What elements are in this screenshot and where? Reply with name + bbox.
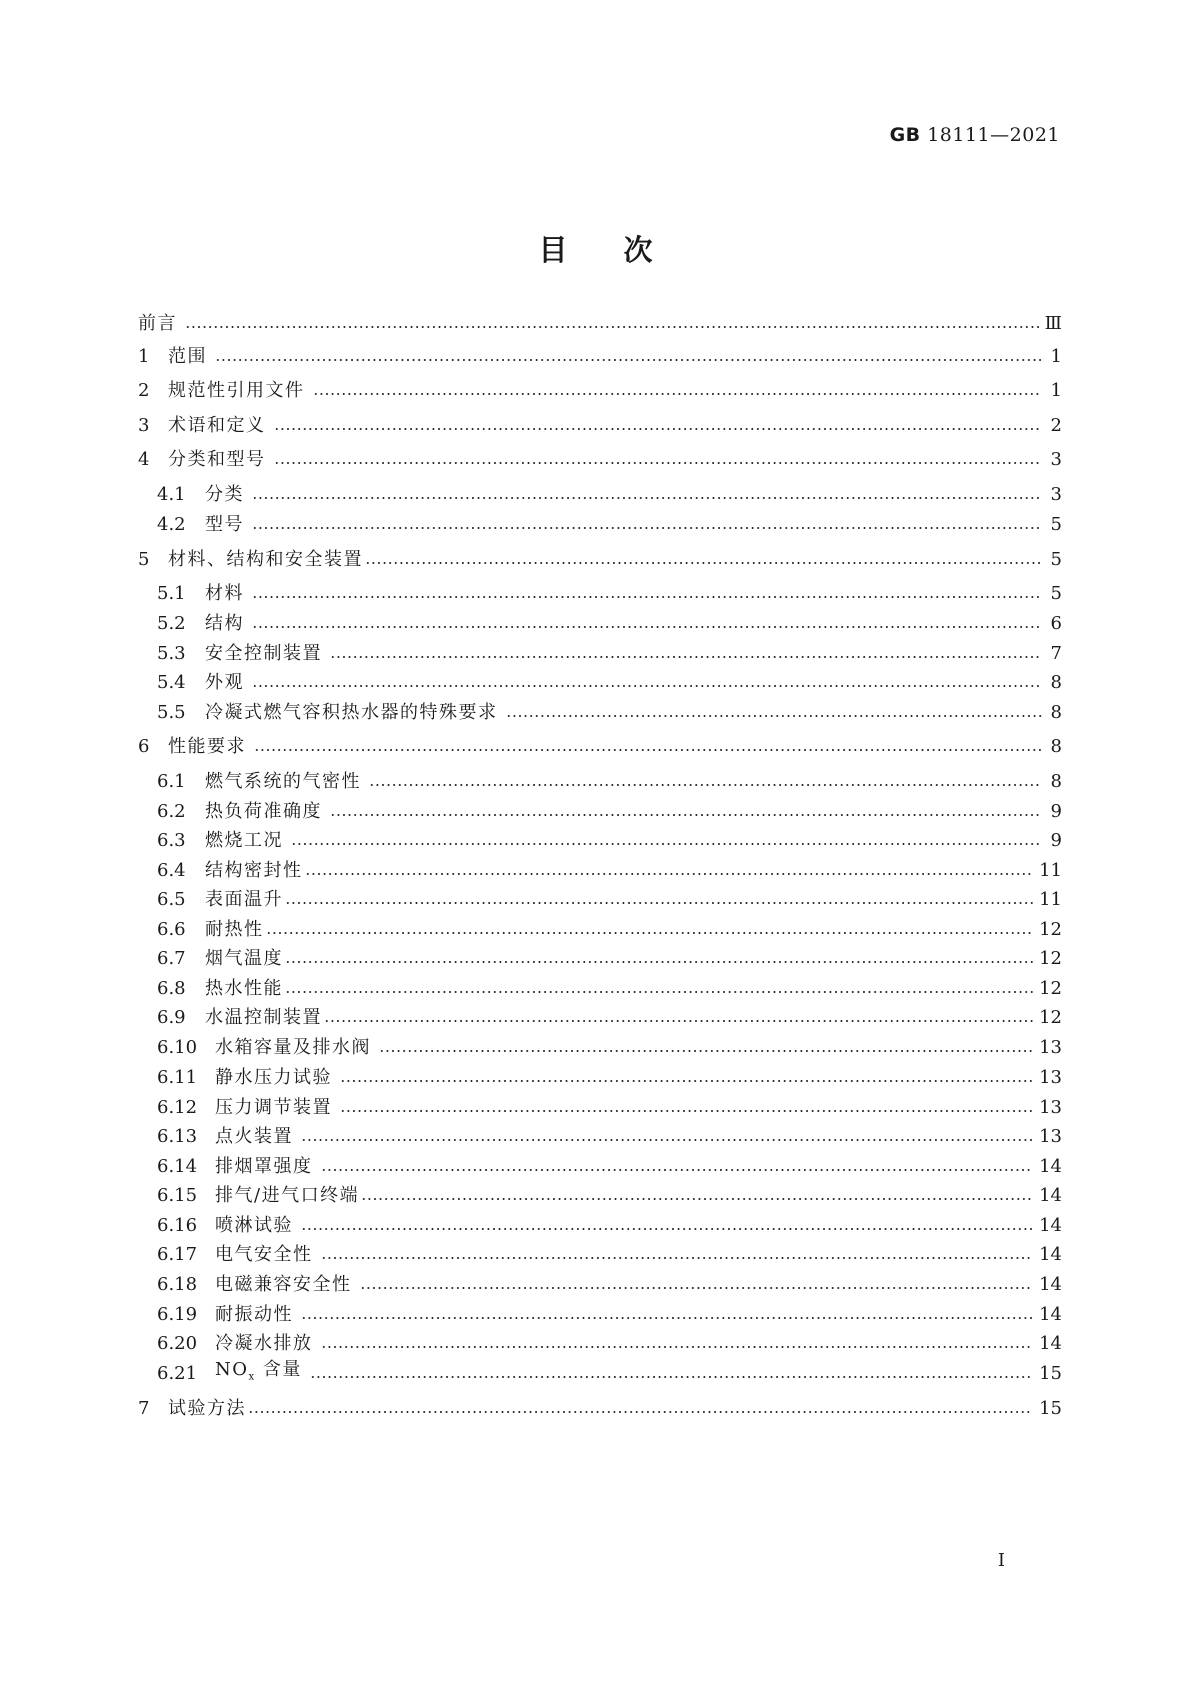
dot-leader xyxy=(330,655,1042,659)
toc-entry[interactable] xyxy=(157,857,1062,885)
toc-entry-number: 6.8 xyxy=(157,978,186,999)
toc-entry-number: 6.2 xyxy=(157,801,186,822)
toc-entry[interactable] xyxy=(157,1360,1062,1388)
dot-leader xyxy=(266,931,1034,935)
toc-entry[interactable] xyxy=(157,1301,1062,1329)
dot-leader xyxy=(248,1410,1033,1414)
toc-entry-number: 6.17 xyxy=(157,1244,198,1265)
page-title: 目次 xyxy=(538,233,709,267)
toc-entry-label: 冷凝水排放 xyxy=(215,1333,313,1354)
toc-entry-label: 电磁兼容安全性 xyxy=(215,1274,352,1295)
toc-entry[interactable] xyxy=(138,412,1062,440)
toc-entry-label: 热负荷准确度 xyxy=(205,801,322,822)
dot-leader xyxy=(365,561,1042,565)
toc-entry-label: 结构 xyxy=(205,613,244,634)
toc-entry-page: 15 xyxy=(1039,1398,1062,1419)
toc-entry-number: 4 xyxy=(138,449,150,470)
toc-entry-page: 14 xyxy=(1039,1156,1062,1177)
toc-entry[interactable] xyxy=(157,1271,1062,1299)
toc-entry[interactable] xyxy=(157,1064,1062,1092)
dot-leader xyxy=(361,1197,1033,1201)
toc-entry-label: 型号 xyxy=(205,514,244,535)
toc-entry-label: 水温控制装置 xyxy=(205,1007,322,1028)
toc-entry-label: 燃气系统的气密性 xyxy=(205,771,361,792)
toc-entry-label: 试验方法 xyxy=(168,1398,246,1419)
toc-entry[interactable] xyxy=(138,733,1062,761)
toc-entry-page: 3 xyxy=(1050,449,1062,470)
toc-entry-number: 7 xyxy=(138,1398,150,1419)
toc-entry-page: 5 xyxy=(1050,549,1062,570)
toc-entry-page: 5 xyxy=(1050,583,1062,604)
dot-leader xyxy=(285,901,1033,905)
dot-leader xyxy=(252,595,1042,599)
dot-leader xyxy=(340,1109,1033,1113)
standard-prefix: GB xyxy=(889,124,921,146)
toc-entry[interactable] xyxy=(138,377,1062,405)
dot-leader xyxy=(506,714,1043,718)
dot-leader xyxy=(324,1019,1033,1023)
toc-entry-page: 12 xyxy=(1039,978,1062,999)
toc-entry-label: 烟气温度 xyxy=(205,948,283,969)
toc-entry-label: 燃烧工况 xyxy=(205,830,283,851)
toc-entry[interactable] xyxy=(157,1034,1062,1062)
toc-entry-number: 5.5 xyxy=(157,702,186,723)
toc-entry-number: 6.13 xyxy=(157,1126,198,1147)
toc-entry-page: 14 xyxy=(1039,1333,1062,1354)
toc-entry-number: 6.14 xyxy=(157,1156,198,1177)
toc-entry[interactable] xyxy=(157,1212,1062,1240)
toc-entry[interactable] xyxy=(157,1123,1062,1151)
toc-entry-page: Ⅲ xyxy=(1044,313,1062,334)
toc-entry[interactable] xyxy=(138,546,1062,574)
dot-leader xyxy=(301,1316,1033,1320)
toc-entry-number: 6.3 xyxy=(157,830,186,851)
toc-entry-number: 6.20 xyxy=(157,1333,198,1354)
dot-leader xyxy=(321,1256,1034,1260)
toc-entry[interactable] xyxy=(157,1182,1062,1210)
toc-entry-label: 表面温升 xyxy=(205,889,283,910)
toc-entry-label: 性能要求 xyxy=(168,736,246,757)
toc-entry[interactable] xyxy=(157,481,1062,509)
toc-entry-number: 6.18 xyxy=(157,1274,198,1295)
toc-entry[interactable] xyxy=(157,886,1062,914)
toc-entry-label: 电气安全性 xyxy=(215,1244,313,1265)
toc-entry[interactable] xyxy=(157,798,1062,826)
footer-page-number: I xyxy=(997,1550,1005,1571)
toc-entry[interactable] xyxy=(157,669,1062,697)
toc-entry-page: 1 xyxy=(1050,346,1062,367)
dot-leader xyxy=(360,1286,1034,1290)
toc-entry-label: 结构密封性 xyxy=(205,860,303,881)
toc-entry-label: 点火装置 xyxy=(215,1126,293,1147)
toc-entry-page: 12 xyxy=(1039,919,1062,940)
toc-entry-number: 5.2 xyxy=(157,613,186,634)
standard-code: 18111—2021 xyxy=(927,124,1060,146)
dot-leader xyxy=(252,496,1042,500)
toc-entry[interactable] xyxy=(157,1004,1062,1032)
toc-entry-page: 12 xyxy=(1039,948,1062,969)
toc-entry-label: 规范性引用文件 xyxy=(168,380,305,401)
toc-entry[interactable] xyxy=(157,1094,1062,1122)
toc-entry-number: 6.6 xyxy=(157,919,186,940)
dot-leader xyxy=(313,392,1043,396)
toc-entry-label: 水箱容量及排水阀 xyxy=(215,1037,371,1058)
toc-entry-number: 5.1 xyxy=(157,583,186,604)
dot-leader xyxy=(340,1079,1033,1083)
dot-leader xyxy=(274,461,1043,465)
toc-entry[interactable] xyxy=(157,768,1062,796)
toc-entry-label: 外观 xyxy=(205,672,244,693)
toc-entry-page: 1 xyxy=(1050,380,1062,401)
toc-entry-number: 5 xyxy=(138,549,150,570)
toc-entry-label: 术语和定义 xyxy=(168,415,266,436)
toc-entry[interactable] xyxy=(157,975,1062,1003)
toc-entry[interactable] xyxy=(157,827,1062,855)
toc-entry-number: 6.9 xyxy=(157,1007,186,1028)
toc-entry-number: 6 xyxy=(138,736,150,757)
dot-leader xyxy=(285,990,1033,994)
toc-entry-page: 9 xyxy=(1050,801,1062,822)
dot-leader xyxy=(310,1375,1033,1379)
toc-entry[interactable] xyxy=(157,610,1062,638)
toc-entry-page: 14 xyxy=(1039,1244,1062,1265)
toc-entry-number: 6.12 xyxy=(157,1097,198,1118)
dot-leader xyxy=(301,1138,1033,1142)
toc-entry-number: 6.16 xyxy=(157,1215,198,1236)
toc-entry-label: 喷淋试验 xyxy=(215,1215,293,1236)
toc-entry[interactable] xyxy=(157,945,1062,973)
toc-entry[interactable] xyxy=(138,310,1062,338)
toc-entry-page: 13 xyxy=(1039,1067,1062,1088)
toc-entry-page: 3 xyxy=(1050,484,1062,505)
toc-entry[interactable] xyxy=(157,1241,1062,1269)
toc-entry-label: 范围 xyxy=(168,346,207,367)
toc-entry[interactable] xyxy=(157,699,1062,727)
dot-leader xyxy=(285,960,1033,964)
dot-leader xyxy=(185,325,1039,329)
toc-entry-number: 6.1 xyxy=(157,771,186,792)
toc-entry-page: 14 xyxy=(1039,1215,1062,1236)
dot-leader xyxy=(254,748,1042,752)
toc-entry-page: 14 xyxy=(1039,1304,1062,1325)
dot-leader xyxy=(215,358,1042,362)
toc-entry[interactable] xyxy=(138,446,1062,474)
toc-entry-number: 4.2 xyxy=(157,514,186,535)
toc-entry-page: 5 xyxy=(1050,514,1062,535)
toc-entry-page: 6 xyxy=(1050,613,1062,634)
dot-leader xyxy=(252,684,1042,688)
standard-number xyxy=(890,124,1060,146)
toc-entry-label: 分类 xyxy=(205,484,244,505)
toc-entry[interactable] xyxy=(157,640,1062,668)
toc-entry-label: 热水性能 xyxy=(205,978,283,999)
toc-entry-page: 13 xyxy=(1039,1037,1062,1058)
dot-leader xyxy=(252,625,1042,629)
toc-entry-page: 11 xyxy=(1039,889,1062,910)
toc-entry-label: 安全控制装置 xyxy=(205,643,322,664)
toc-entry-number: 6.4 xyxy=(157,860,186,881)
toc-entry-label: 前言 xyxy=(138,313,177,334)
toc-entry-page: 8 xyxy=(1050,672,1062,693)
toc-entry-page: 2 xyxy=(1050,415,1062,436)
toc-entry-page: 15 xyxy=(1039,1363,1062,1384)
toc-entry-page: 8 xyxy=(1050,736,1062,757)
toc-entry-page: 14 xyxy=(1039,1274,1062,1295)
toc-entry-number: 6.10 xyxy=(157,1037,198,1058)
toc-entry-label: 静水压力试验 xyxy=(215,1067,332,1088)
toc-entry-number: 6.21 xyxy=(157,1363,198,1384)
dot-leader xyxy=(274,427,1043,431)
toc-entry-number: 3 xyxy=(138,415,150,436)
toc-entry[interactable] xyxy=(138,1395,1062,1423)
toc-entry[interactable] xyxy=(157,1153,1062,1181)
toc-entry-label: 冷凝式燃气容积热水器的特殊要求 xyxy=(205,702,498,723)
dot-leader xyxy=(291,842,1042,846)
toc-entry-number: 6.19 xyxy=(157,1304,198,1325)
dot-leader xyxy=(321,1345,1034,1349)
toc-entry-label: 材料、结构和安全装置 xyxy=(168,549,363,570)
dot-leader xyxy=(369,783,1042,787)
toc-entry-page: 11 xyxy=(1039,860,1062,881)
toc-entry[interactable] xyxy=(157,511,1062,539)
toc-entry-page: 7 xyxy=(1050,643,1062,664)
toc-entry-label: 材料 xyxy=(205,583,244,604)
toc-entry-page: 12 xyxy=(1039,1007,1062,1028)
dot-leader xyxy=(252,526,1042,530)
toc-entry-number: 6.5 xyxy=(157,889,186,910)
dot-leader xyxy=(330,813,1042,817)
toc-entry-page: 8 xyxy=(1050,702,1062,723)
toc-entry-label: 排烟罩强度 xyxy=(215,1156,313,1177)
toc-entry-number: 2 xyxy=(138,380,150,401)
toc-entry-label: 耐热性 xyxy=(205,919,264,940)
toc-entry-number: 5.3 xyxy=(157,643,186,664)
toc-entry[interactable] xyxy=(157,1330,1062,1358)
dot-leader xyxy=(379,1049,1033,1053)
toc-entry[interactable] xyxy=(157,580,1062,608)
toc-entry-page: 8 xyxy=(1050,771,1062,792)
toc-entry-label: $NO_x$ 含量 xyxy=(215,1359,302,1383)
toc-entry-page: 14 xyxy=(1039,1185,1062,1206)
dot-leader xyxy=(305,872,1034,876)
toc-entry[interactable] xyxy=(138,343,1062,371)
toc-entry-page: 9 xyxy=(1050,830,1062,851)
toc-entry-label: 压力调节装置 xyxy=(215,1097,332,1118)
toc-entry-number: 6.11 xyxy=(157,1067,198,1088)
toc-entry-number: 1 xyxy=(138,346,150,367)
toc-entry[interactable] xyxy=(157,916,1062,944)
toc-entry-number: 6.15 xyxy=(157,1185,198,1206)
toc-entry-label: 分类和型号 xyxy=(168,449,266,470)
dot-leader xyxy=(301,1227,1033,1231)
toc-entry-page: 13 xyxy=(1039,1097,1062,1118)
toc-entry-number: 5.4 xyxy=(157,672,186,693)
toc-entry-number: 4.1 xyxy=(157,484,186,505)
dot-leader xyxy=(321,1168,1034,1172)
toc-entry-label: 排气/进气口终端 xyxy=(215,1185,360,1206)
toc-entry-label: 耐振动性 xyxy=(215,1304,293,1325)
toc-entry-page: 13 xyxy=(1039,1126,1062,1147)
toc-entry-number: 6.7 xyxy=(157,948,186,969)
